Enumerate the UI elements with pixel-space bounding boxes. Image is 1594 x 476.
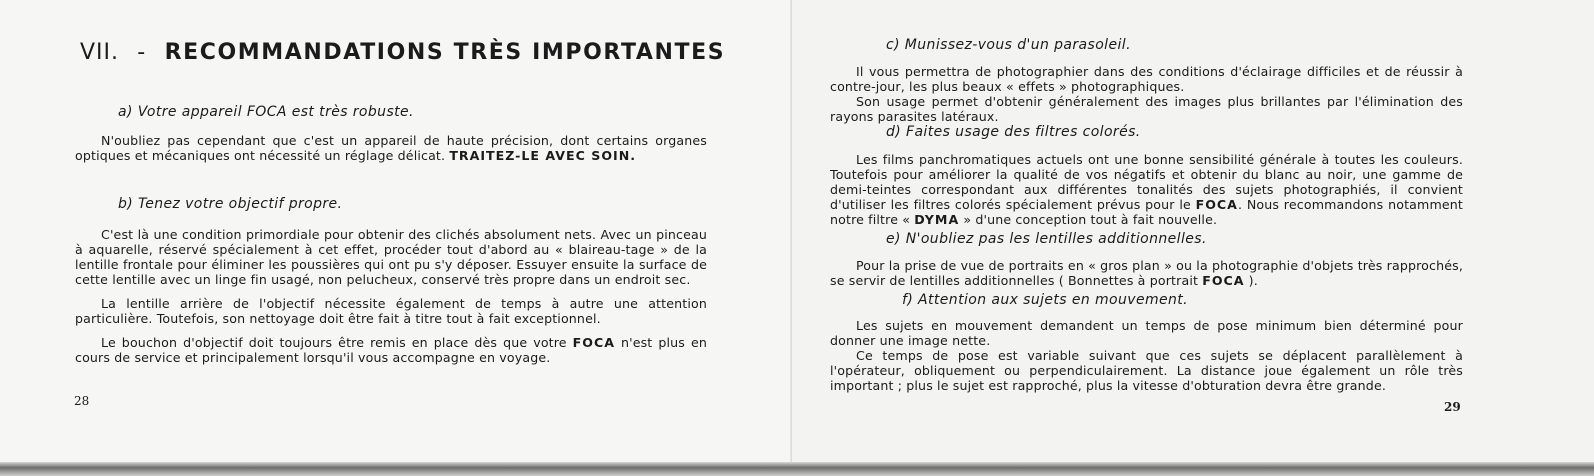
heading-dash: -	[137, 40, 147, 65]
left-page	[0, 0, 792, 462]
section-e-paragraph	[830, 258, 1463, 288]
section-a-subtitle: a) Votre appareil FOCA est très robuste.	[118, 104, 414, 120]
section-f-paragraph-2: Ce temps de pose est variable suivant que ces sujets se déplacent parallèlement à l'opérateur, obliquement ou perpendiculairement. La distance joue également un rôle très important ; plus le sujet est rapproché, plus la vitesse d'obturation devra être grande.	[830, 348, 1463, 393]
section-b-text-after: n'est plus en cours de service et principalement lorsqu'il vous accompagne en voyage.	[75, 335, 707, 365]
section-a-text: N'oubliez pas cependant que c'est un appareil de haute précision, dont certains organes optiques et mécaniques ont nécessité un réglage délicat.	[75, 133, 707, 163]
section-d-text-middle: . Nous recommandons notamment notre filtre «	[830, 197, 1463, 227]
section-b-paragraph-2: La lentille arrière de l'objectif nécessite également de temps à autre une attention particulière. Toutefois, son nettoyage doit être fait à titre tout à fait exceptionnel.	[75, 296, 707, 326]
section-f-subtitle: f) Attention aux sujets en mouvement.	[902, 292, 1189, 308]
foca-brand: FOCA	[572, 335, 615, 350]
section-c-subtitle: c) Munissez-vous d'un parasoleil.	[886, 37, 1131, 53]
section-c-paragraph-1: Il vous permettra de photographier dans des conditions d'éclairage difficiles et de réussir à contre-jour, les plus beaux « effets » photographiques.	[830, 64, 1463, 94]
section-b-paragraph-1: C'est là une condition primordiale pour obtenir des clichés absolument nets. Avec un pinceau à aquarelle, réservé spécialement à cet effet, procéder tout d'abord au « blaireau-tage » de la lentille frontale pour éliminer les poussières qui ont pu s'y déposer. Essuyer ensuite la surface de cette lentille avec un linge fin usagé, non pelucheux, conservé très propre dans un endroit sec.	[75, 227, 707, 287]
section-f-paragraph-1: Les sujets en mouvement demandent un temps de pose minimum bien déterminé pour donner une image nette.	[830, 318, 1463, 348]
section-a-emphasis: TRAITEZ-LE AVEC SOIN.	[449, 148, 637, 163]
section-b-paragraph-3	[75, 335, 707, 365]
section-e-text-after: ).	[1244, 273, 1258, 288]
foca-brand: FOCA	[1195, 197, 1238, 212]
section-d-text-after: » d'une conception tout à fait nouvelle.	[959, 212, 1218, 227]
dyma-brand: DYMA	[914, 212, 960, 227]
section-c-body	[830, 64, 1463, 124]
right-page	[792, 0, 1594, 462]
section-d-body	[830, 152, 1463, 227]
section-b-subtitle: b) Tenez votre objectif propre.	[118, 196, 343, 212]
chapter-number: VII.	[80, 40, 120, 65]
section-c-paragraph-2: Son usage permet d'obtenir généralement des images plus brillantes par l'élimination des rayons parasites latéraux.	[830, 94, 1463, 124]
page-number-left: 28	[74, 394, 90, 408]
scan-bottom-edge	[0, 462, 1594, 476]
section-a-paragraph	[75, 133, 707, 163]
section-e-text-before: Pour la prise de vue de portraits en « gros plan » ou la photographie d'objets très rapprochés, se servir de lentilles additionnelles ( Bonnettes à portrait	[830, 258, 1463, 288]
section-d-paragraph	[830, 152, 1463, 227]
section-f-body	[830, 318, 1463, 393]
section-b-body	[75, 227, 707, 365]
section-b-text-before: Le bouchon d'objectif doit toujours être remis en place dès que votre	[101, 335, 573, 350]
section-e-subtitle: e) N'oubliez pas les lentilles additionnelles.	[886, 231, 1207, 247]
page-number-right: 29	[1444, 400, 1461, 414]
chapter-heading	[80, 40, 740, 65]
section-e-body	[830, 258, 1463, 288]
section-d-subtitle: d) Faites usage des filtres colorés.	[886, 124, 1141, 140]
section-d-text-before: Les films panchromatiques actuels ont une bonne sensibilité générale à toutes les couleurs. Toutefois pour améliorer la qualité de vos négatifs et obtenir du blanc au noir, une gamme de demi-teintes correspondant aux différentes tonalités des sujets photographiés, il convient d'utiliser les filtres colorés spécialement prévus pour le	[830, 152, 1463, 212]
foca-brand: FOCA	[1202, 273, 1245, 288]
chapter-title: RECOMMANDATIONS TRÈS IMPORTANTES	[164, 40, 726, 65]
section-a-body	[75, 133, 707, 163]
